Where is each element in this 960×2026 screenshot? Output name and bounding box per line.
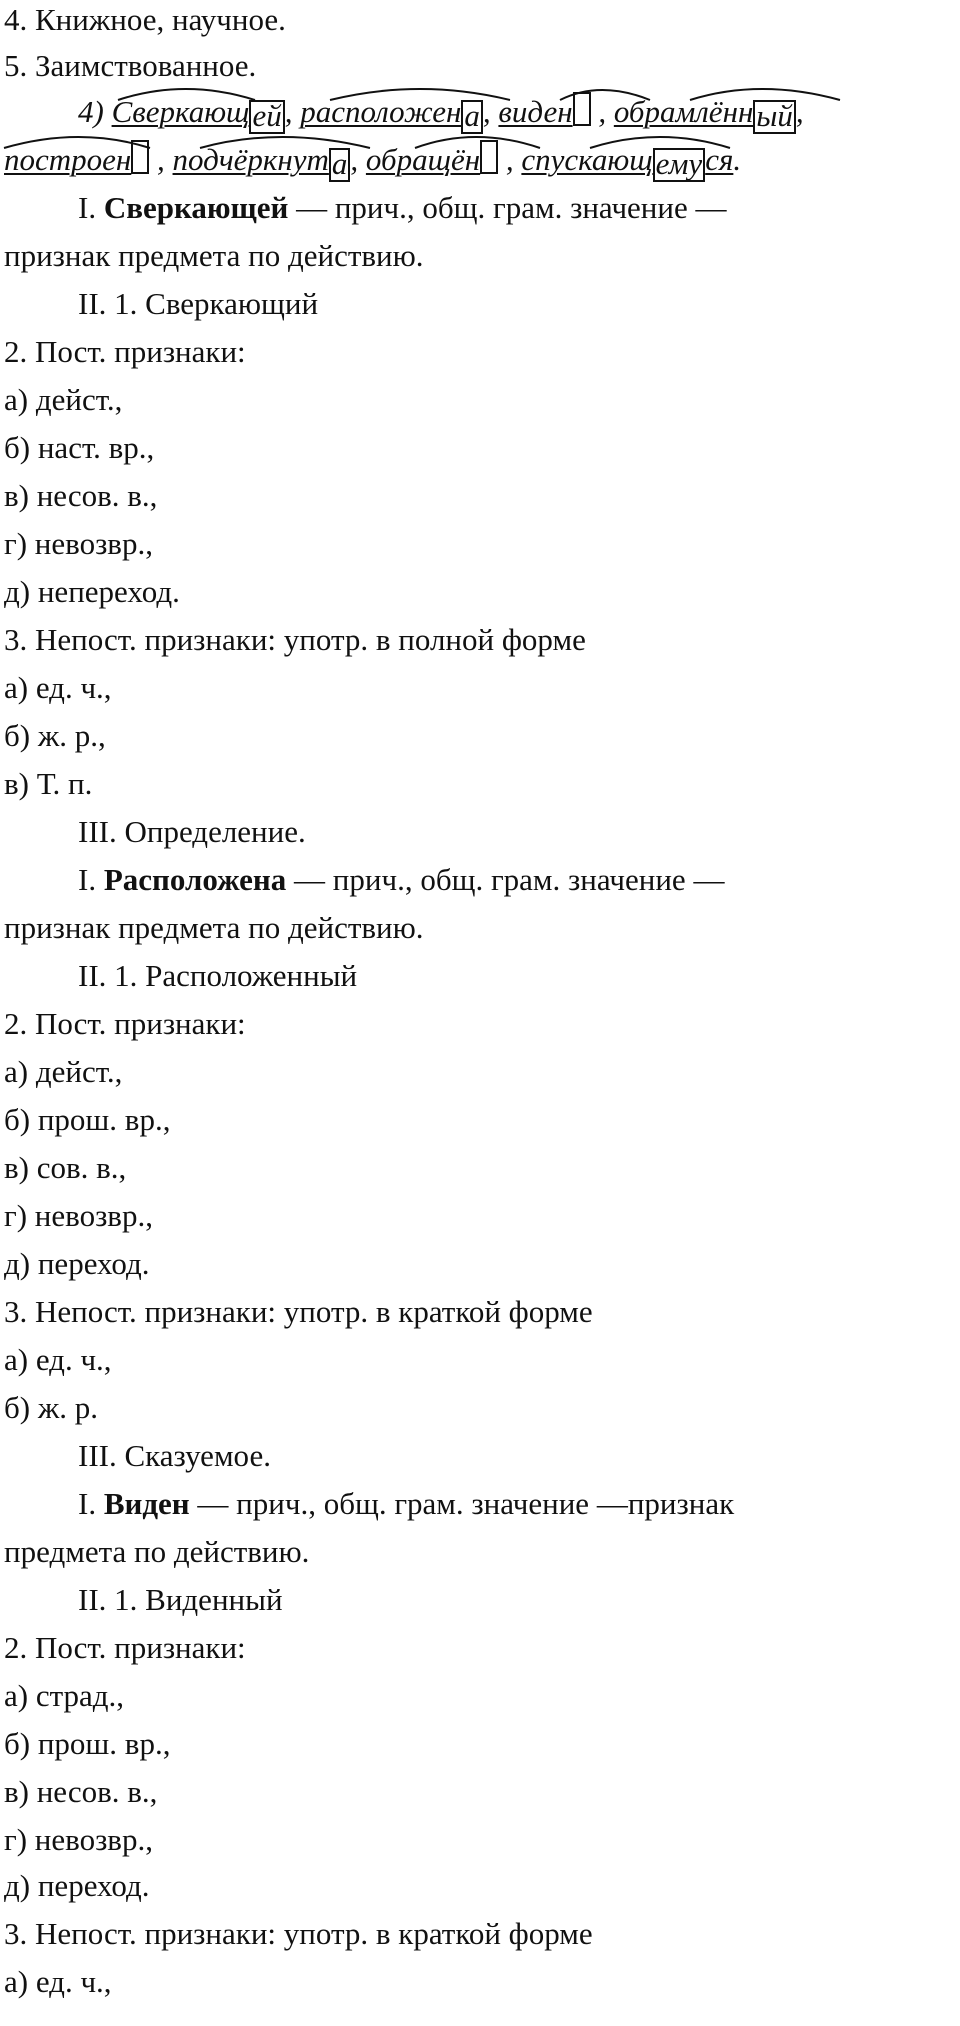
block2-const-item: а) дейст., [4,1054,123,1089]
block3-heading: I. Виден — прич., общ. грам. значение —признак [78,1486,735,1521]
intro-item-4: 4. Книжное, научное. [4,2,286,37]
block3-const-item: б) прош. вр., [4,1726,171,1761]
block1-initial-form: II. 1. Сверкающий [78,286,319,321]
block1-const-item: а) дейст., [4,382,123,417]
block1-heading-cont: признак предмета по действию. [4,238,424,273]
root-arc [200,137,370,148]
block1-const-item: г) невозвр., [4,526,153,561]
analyzed-word: Расположена [103,862,287,897]
block2-var-item: б) ж. р. [4,1390,99,1425]
block3-const-item: г) невозвр., [4,1822,153,1857]
block2-heading-cont: признак предмета по действию. [4,910,424,945]
block2-var-title: 3. Непост. признаки: употр. в краткой форме [4,1294,593,1329]
block3-const-item: а) страд., [4,1678,125,1713]
root-arc [4,137,150,148]
block2-const-item: в) сов. в., [4,1150,127,1185]
ending-box: ей [249,100,284,134]
root-arc [560,90,650,100]
block1-var-title: 3. Непост. признаки: употр. в полной форме [4,622,586,657]
intro-item-5: 5. Заимствованное. [4,48,257,83]
root-arc [330,89,510,100]
exercise-number: 4) [78,94,104,129]
analyzed-word: Виден [103,1486,190,1521]
block3-const-title: 2. Пост. признаки: [4,1630,246,1665]
morpheme-arcs [0,0,960,200]
block1-var-item: б) ж. р., [4,718,106,753]
ending-box: ый [753,100,796,134]
word-obramlyonny: обрамлённый [614,94,796,129]
block2-var-item: а) ед. ч., [4,1342,112,1377]
word-postroen: построен [4,142,149,177]
block3-initial-form: II. 1. Виденный [78,1582,283,1617]
analyzed-word: Сверкающей [103,190,289,225]
block1-const-item: б) наст. вр., [4,430,155,465]
root-arc [590,137,730,148]
block2-initial-form: II. 1. Расположенный [78,958,358,993]
exercise-line-1: 4) Сверкающей, расположена, виден , обрамлённый, [78,94,804,133]
word-obrashchyon: обращён [366,142,498,177]
root-arc [690,89,840,100]
block1-const-item: д) непереход. [4,574,180,609]
ending-box: ему [653,148,706,182]
block1-heading: I. Сверкающей — прич., общ. грам. значение — [78,190,727,225]
block2-const-title: 2. Пост. признаки: [4,1006,246,1041]
root-arc [118,89,255,100]
block2-const-item: г) невозвр., [4,1198,153,1233]
block2-const-item: б) прош. вр., [4,1102,171,1137]
block3-var-item: а) ед. ч., [4,1964,112,1999]
ending-box: а [461,100,483,134]
block1-const-title: 2. Пост. признаки: [4,334,246,369]
block2-heading: I. Расположена — прич., общ. грам. значение — [78,862,725,897]
block1-var-item: а) ед. ч., [4,670,112,705]
block3-heading-cont: предмета по действию. [4,1534,310,1569]
block1-var-item: в) Т. п. [4,766,93,801]
word-sverkayushchey: Сверкающей [112,94,285,129]
word-viden: виден [498,94,590,129]
word-podchyorknuta: подчёркнута [173,142,351,177]
word-spuskayushchemusya: спускающемуся [521,142,734,181]
ending-box: а [329,148,351,182]
block3-const-item: д) переход. [4,1868,150,1903]
word-raspolozhena: расположена [300,94,483,129]
block3-var-title: 3. Непост. признаки: употр. в краткой форме [4,1916,593,1951]
block1-const-item: в) несов. в., [4,478,158,513]
root-arc [415,137,540,148]
block1-syntactic-role: III. Определение. [78,814,306,849]
exercise-line-2: построен , подчёркнута, обращён , спускающемуся. [4,142,742,181]
block3-const-item: в) несов. в., [4,1774,158,1809]
block2-const-item: д) переход. [4,1246,150,1281]
block2-syntactic-role: III. Сказуемое. [78,1438,271,1473]
